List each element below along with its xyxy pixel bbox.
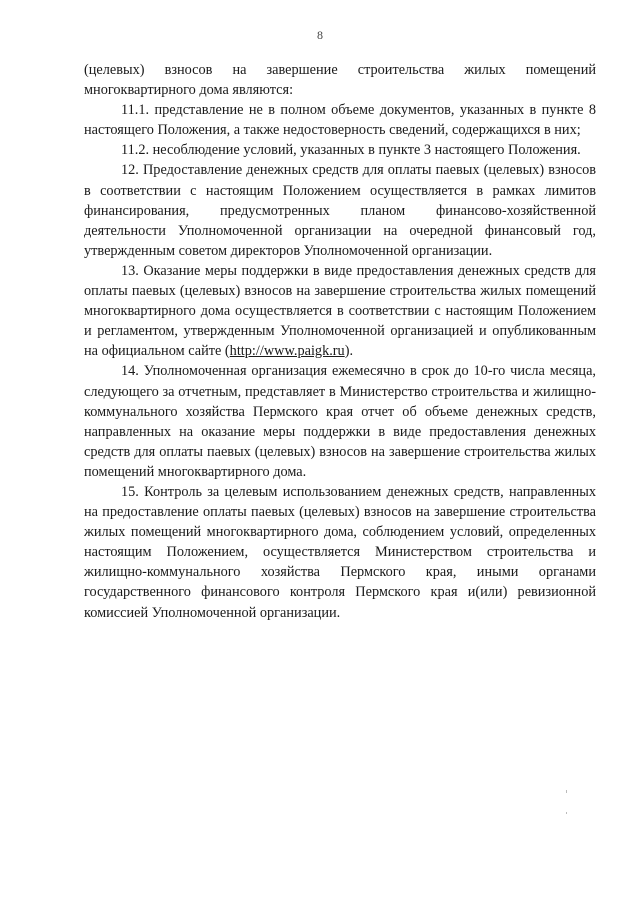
page-number: 8: [317, 28, 323, 42]
paragraph-11-1: 11.1. представление не в полном объеме документов, указанных в пункте 8 настоящего Положения, а также недостоверность сведений, содержащихся в них;: [84, 102, 596, 139]
paragraph-15: 15. Контроль за целевым использованием денежных средств, направленных на предоставление оплаты паевых (целевых) взносов на завершение строительства жилых помещений многоквартирного дома, соблюдением условий, определенных настоящим Положением, осуществляется Министерством строительства и жилищно-коммунального хозяйства Пермского края, иными органами государственного финансового контроля Пермского края и(или) ревизионной комиссией Уполномоченной организации.: [84, 483, 596, 621]
scan-artifact: [566, 812, 567, 814]
official-site-link[interactable]: http://www.paigk.ru: [229, 343, 345, 360]
scan-artifact: [566, 790, 567, 793]
document-body: [84, 60, 596, 623]
paragraph-13-end: ).: [344, 343, 354, 360]
paragraph-12: 12. Предоставление денежных средств для оплаты паевых (целевых) взносов в соответствии с настоящим Положением осуществляется в рамках лимитов финансирования, предусмотренных планом финансово-хозяйственной деятельности Уполномоченной организации на очередной финансовый год, утвержденным советом директоров Уполномоченной организации.: [84, 162, 596, 259]
paragraph-11-2: 11.2. несоблюдение условий, указанных в пункте 3 настоящего Положения.: [121, 142, 581, 159]
paragraph-14: 14. Уполномоченная организация ежемесячно в срок до 10-го числа месяца, следующего за отчетным, представляет в Министерство строительства и жилищно-коммунального хозяйства Пермского края отчет об объеме денежных средств, направленных на оказание меры поддержки в виде предоставления денежных средств для оплаты паевых (целевых) взносов на завершение строительства жилых помещений многоквартирного дома.: [84, 363, 596, 480]
paragraph-13-text: 13. Оказание меры поддержки в виде предоставления денежных средств для оплаты паевых (целевых) взносов на завершение строительства жилых помещений многоквартирного дома осуществляется в соответствии с настоящим Положением и регламентом, утвержденным Уполномоченной организацией и опубликованным на официальном сайте (: [84, 262, 596, 360]
paragraph-13: [84, 261, 596, 361]
paragraph-11-continuation: (целевых) взносов на завершение строительства жилых помещений многоквартирного дома являются:: [84, 62, 596, 99]
